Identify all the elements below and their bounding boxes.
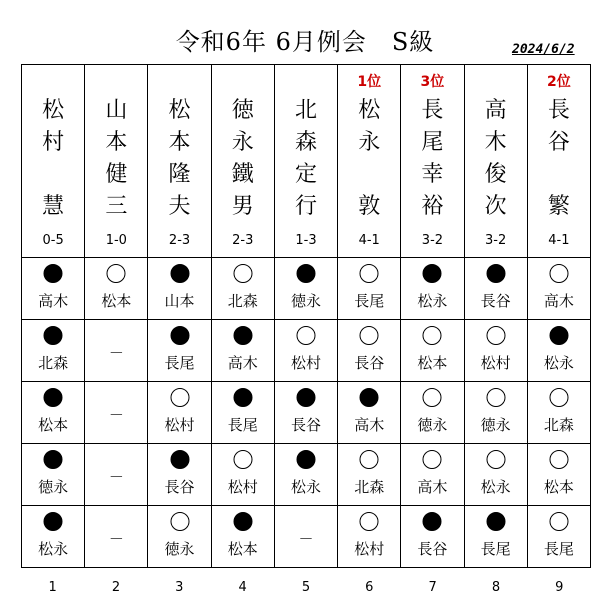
- result-cell: [401, 382, 464, 444]
- opponent-name: 高木: [38, 292, 69, 310]
- header-row: [22, 65, 591, 258]
- name-char: 長: [547, 98, 570, 123]
- opponent-name: 長谷: [417, 540, 448, 558]
- result-cell: [401, 506, 464, 568]
- name-char: 定: [294, 162, 317, 187]
- result-cell: [148, 444, 211, 506]
- win-circle-icon: [486, 450, 505, 469]
- result-cell: [22, 320, 85, 382]
- name-char: 三: [105, 194, 128, 219]
- name-char: 松: [168, 98, 191, 123]
- opponent-name: 北森: [38, 354, 69, 372]
- name-char: 裕: [421, 194, 444, 219]
- opponent-name: 長尾: [354, 292, 385, 310]
- result-cell: [338, 258, 401, 320]
- opponent-name: 松村: [227, 478, 258, 496]
- name-char: 森: [294, 130, 317, 155]
- result-cell: [85, 382, 148, 444]
- opponent-name: 長谷: [480, 292, 511, 310]
- opponent-name: 松永: [290, 478, 321, 496]
- loss-circle-icon: [296, 264, 315, 283]
- loss-circle-icon: [233, 512, 252, 531]
- loss-circle-icon: [170, 450, 189, 469]
- result-cell: [338, 320, 401, 382]
- name-char: 俊: [484, 162, 507, 187]
- result-cell: [274, 320, 337, 382]
- no-game-dash: －: [108, 344, 124, 362]
- result-cell: [22, 506, 85, 568]
- loss-circle-icon: [360, 388, 379, 407]
- win-circle-icon: [296, 326, 315, 345]
- loss-circle-icon: [170, 326, 189, 345]
- name-char: 敦: [358, 194, 381, 219]
- opponent-name: 松村: [164, 416, 195, 434]
- result-cell: [85, 320, 148, 382]
- result-cell: [527, 320, 590, 382]
- player-header: [85, 65, 148, 258]
- column-number: 1: [48, 580, 57, 595]
- result-cell: [274, 382, 337, 444]
- opponent-name: 高木: [543, 292, 574, 310]
- player-header: [211, 65, 274, 258]
- win-circle-icon: [170, 388, 189, 407]
- name-char: [338, 159, 400, 191]
- name-char: 山: [105, 98, 128, 123]
- name-char: [22, 159, 84, 191]
- win-circle-icon: [549, 450, 568, 469]
- column-number: 3: [175, 580, 184, 595]
- result-cell: [85, 444, 148, 506]
- rank-label: 2位: [547, 74, 571, 90]
- player-name: [275, 95, 337, 223]
- player-header: [338, 65, 401, 258]
- opponent-name: 松村: [354, 540, 385, 558]
- opponent-name: 長尾: [543, 540, 574, 558]
- opponent-name: 北森: [543, 416, 574, 434]
- player-name: [148, 95, 210, 223]
- result-cell: [401, 444, 464, 506]
- win-circle-icon: [360, 326, 379, 345]
- record-label: 0-5: [42, 233, 64, 248]
- opponent-name: 高木: [227, 354, 258, 372]
- result-cell: [401, 258, 464, 320]
- name-char: 尾: [421, 130, 444, 155]
- loss-circle-icon: [423, 512, 442, 531]
- opponent-name: 徳永: [417, 416, 448, 434]
- result-cell: [527, 506, 590, 568]
- name-char: 慧: [42, 194, 65, 219]
- record-label: 4-1: [358, 233, 380, 248]
- opponent-name: 高木: [417, 478, 448, 496]
- result-cell: [338, 444, 401, 506]
- result-cell: [211, 444, 274, 506]
- record-label: 4-1: [548, 233, 570, 248]
- opponent-name: 松本: [38, 416, 69, 434]
- no-game-dash: －: [108, 406, 124, 424]
- rank-label: 1位: [357, 74, 382, 90]
- result-cell: [148, 320, 211, 382]
- result-cell: [527, 382, 590, 444]
- loss-circle-icon: [170, 264, 189, 283]
- round-row: [22, 382, 591, 444]
- loss-circle-icon: [233, 388, 252, 407]
- round-row: [22, 444, 591, 506]
- win-circle-icon: [486, 388, 505, 407]
- record-label: 2-3: [232, 233, 254, 248]
- opponent-name: 長尾: [164, 354, 195, 372]
- opponent-name: 松本: [101, 292, 132, 310]
- name-char: 谷: [547, 130, 570, 155]
- name-char: 高: [484, 98, 507, 123]
- win-circle-icon: [423, 388, 442, 407]
- opponent-name: 山本: [164, 292, 195, 310]
- loss-circle-icon: [44, 264, 63, 283]
- opponent-name: 徳永: [38, 478, 69, 496]
- result-cell: [85, 506, 148, 568]
- column-number: 8: [491, 580, 501, 595]
- name-char: 本: [168, 130, 191, 155]
- result-cell: [464, 444, 527, 506]
- result-cell: [22, 382, 85, 444]
- player-header: [527, 65, 590, 258]
- loss-circle-icon: [296, 450, 315, 469]
- opponent-name: 松永: [480, 478, 511, 496]
- name-char: 鐵: [231, 162, 254, 187]
- result-cell: [148, 258, 211, 320]
- opponent-name: 松本: [417, 354, 448, 372]
- name-char: 繁: [547, 194, 570, 219]
- result-cell: [85, 258, 148, 320]
- opponent-name: 長尾: [227, 416, 258, 434]
- name-char: 松: [358, 98, 381, 123]
- round-row: [22, 258, 591, 320]
- loss-circle-icon: [233, 326, 252, 345]
- round-row: [22, 506, 591, 568]
- result-cell: [401, 320, 464, 382]
- loss-circle-icon: [44, 388, 63, 407]
- player-name: [528, 95, 590, 223]
- player-header: [401, 65, 464, 258]
- result-cell: [464, 258, 527, 320]
- name-char: 徳: [231, 98, 254, 123]
- results-table: [21, 64, 591, 568]
- win-circle-icon: [423, 450, 442, 469]
- loss-circle-icon: [423, 264, 442, 283]
- opponent-name: 松永: [417, 292, 448, 310]
- opponent-name: 北森: [227, 292, 258, 310]
- name-char: [528, 159, 590, 191]
- result-cell: [211, 382, 274, 444]
- record-label: 3-2: [485, 233, 507, 248]
- name-char: 村: [42, 130, 65, 155]
- player-name: [22, 95, 84, 223]
- win-circle-icon: [233, 264, 252, 283]
- record-label: 1-3: [295, 233, 317, 248]
- player-header: [22, 65, 85, 258]
- win-circle-icon: [423, 326, 442, 345]
- rank-label: 3位: [420, 74, 445, 90]
- opponent-name: 高木: [354, 416, 385, 434]
- opponent-name: 長尾: [480, 540, 511, 558]
- opponent-name: 長谷: [354, 354, 385, 372]
- result-cell: [527, 444, 590, 506]
- player-header: [148, 65, 211, 258]
- result-cell: [22, 258, 85, 320]
- opponent-name: 松村: [480, 354, 511, 372]
- win-circle-icon: [486, 326, 505, 345]
- name-char: 夫: [168, 194, 191, 219]
- name-char: 本: [105, 130, 128, 155]
- name-char: 長: [421, 98, 444, 123]
- opponent-name: 長谷: [290, 416, 321, 434]
- result-cell: [464, 382, 527, 444]
- loss-circle-icon: [44, 450, 63, 469]
- result-cell: [274, 506, 337, 568]
- column-number: 9: [555, 580, 564, 595]
- loss-circle-icon: [549, 326, 568, 345]
- name-char: 男: [231, 194, 254, 219]
- player-header: [464, 65, 527, 258]
- player-header: [274, 65, 337, 258]
- no-game-dash: －: [108, 468, 124, 486]
- result-cell: [211, 320, 274, 382]
- win-circle-icon: [360, 450, 379, 469]
- result-cell: [211, 506, 274, 568]
- name-char: 木: [484, 130, 507, 155]
- loss-circle-icon: [296, 388, 315, 407]
- player-name: [338, 95, 400, 223]
- name-char: 次: [484, 194, 507, 219]
- loss-circle-icon: [486, 512, 505, 531]
- column-number: 2: [111, 580, 121, 595]
- win-circle-icon: [170, 512, 189, 531]
- column-number: 5: [301, 580, 311, 595]
- event-date: 2024/6/2: [512, 42, 575, 57]
- name-char: 北: [294, 98, 317, 123]
- page-title: 令和6年 6月例会 S級: [175, 28, 435, 56]
- result-cell: [22, 444, 85, 506]
- record-label: 2-3: [168, 233, 191, 248]
- no-game-dash: －: [108, 530, 124, 548]
- win-circle-icon: [549, 512, 568, 531]
- loss-circle-icon: [44, 326, 63, 345]
- opponent-name: 徳永: [164, 540, 195, 558]
- result-cell: [527, 258, 590, 320]
- column-number: 7: [428, 580, 437, 595]
- loss-circle-icon: [44, 512, 63, 531]
- result-cell: [274, 444, 337, 506]
- opponent-name: 松本: [227, 540, 258, 558]
- win-circle-icon: [360, 512, 379, 531]
- player-name: [85, 95, 147, 223]
- opponent-name: 長谷: [164, 478, 195, 496]
- opponent-name: 徳永: [480, 416, 511, 434]
- win-circle-icon: [360, 264, 379, 283]
- name-char: 松: [42, 98, 65, 123]
- opponent-name: 松永: [543, 354, 574, 372]
- result-cell: [274, 258, 337, 320]
- player-name: [212, 95, 274, 223]
- result-cell: [338, 506, 401, 568]
- opponent-name: 松村: [290, 354, 321, 372]
- player-name: [465, 95, 527, 223]
- record-label: 1-0: [105, 233, 127, 248]
- result-cell: [338, 382, 401, 444]
- player-name: [401, 95, 463, 223]
- column-number: 4: [238, 580, 247, 595]
- column-numbers: [21, 580, 591, 595]
- opponent-name: 徳永: [290, 292, 321, 310]
- win-circle-icon: [233, 450, 252, 469]
- win-circle-icon: [107, 264, 126, 283]
- opponent-name: 松本: [543, 478, 574, 496]
- result-cell: [148, 382, 211, 444]
- no-game-dash: －: [298, 530, 314, 548]
- column-number: 6: [365, 580, 374, 595]
- result-cell: [464, 506, 527, 568]
- record-label: 3-2: [421, 233, 444, 248]
- opponent-name: 北森: [354, 478, 385, 496]
- opponent-name: 松永: [38, 540, 69, 558]
- win-circle-icon: [549, 264, 568, 283]
- name-char: 永: [231, 130, 254, 155]
- result-cell: [464, 320, 527, 382]
- win-circle-icon: [549, 388, 568, 407]
- round-row: [22, 320, 591, 382]
- name-char: 行: [294, 194, 317, 219]
- name-char: 幸: [421, 162, 444, 187]
- result-cell: [211, 258, 274, 320]
- name-char: 健: [105, 162, 128, 187]
- result-cell: [148, 506, 211, 568]
- loss-circle-icon: [486, 264, 505, 283]
- name-char: 永: [358, 130, 381, 155]
- name-char: 隆: [168, 162, 191, 187]
